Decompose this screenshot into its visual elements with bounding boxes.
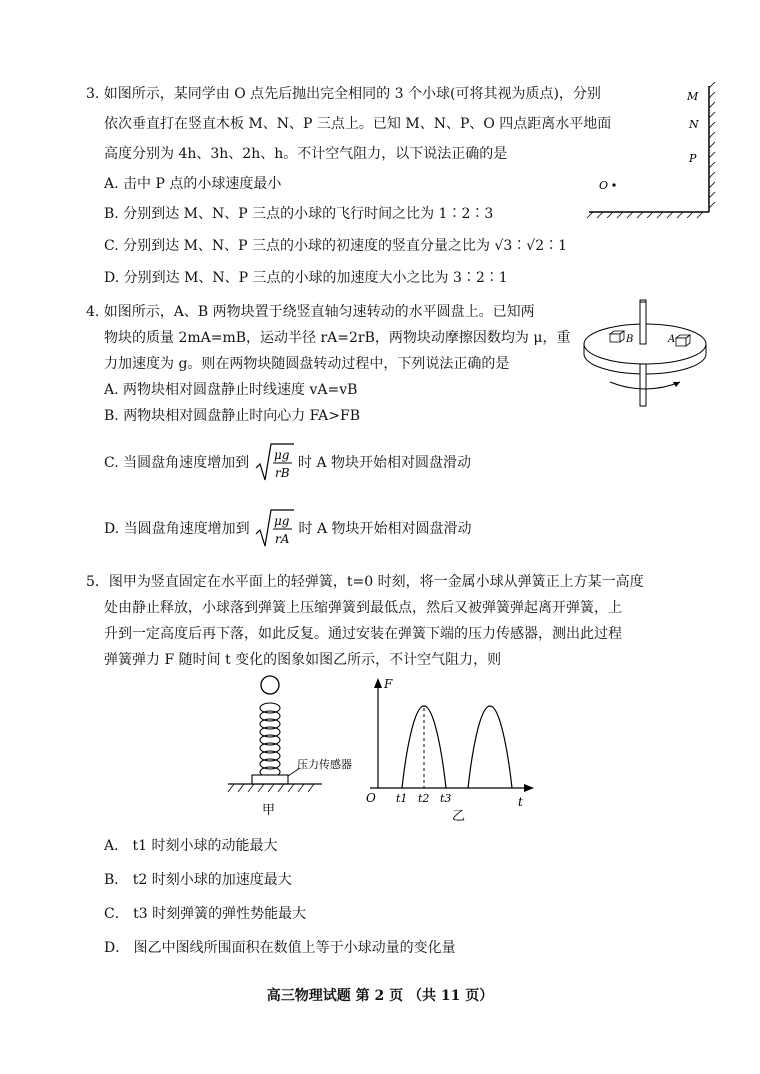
q4-option-c: [104, 442, 471, 486]
q5-option-d: D． 图乙中图线所围面积在数值上等于小球动量的变化量: [104, 940, 456, 956]
t2-label: t2: [418, 792, 430, 805]
spring-figure-jia: [222, 672, 362, 822]
page-footer: 高三物理试题 第 2 页 （共 11 页）: [266, 988, 494, 1004]
q5-line-4: 弹簧弹力 F 随时间 t 变化的图象如图乙所示，不计空气阻力，则: [104, 652, 502, 668]
f-axis-label: F: [384, 677, 393, 691]
q4-line-1: 4. 如图所示，A、B 两物块置于绕竖直轴匀速转动的水平圆盘上。已知两: [86, 304, 535, 320]
q5-option-c: C． t3 时刻弹簧的弹性势能最大: [104, 906, 307, 922]
block-a-label: A: [668, 334, 676, 345]
fraction-numerator: μg: [273, 448, 290, 462]
q5-option-a: A． t1 时刻小球的动能最大: [104, 838, 278, 854]
t-axis-label: t: [518, 795, 523, 809]
figure-yi-label: 乙: [452, 809, 466, 824]
q4-option-d-suffix: 时 A 物块开始相对圆盘滑动: [298, 521, 472, 537]
point-n-label: N: [689, 118, 699, 131]
q3-line-2: 依次垂直打在竖直木板 M、N、P 三点上。已知 M、N、P、O 四点距离水平地面: [104, 116, 612, 132]
t1-label: t1: [396, 792, 408, 805]
t3-label: t3: [440, 792, 452, 805]
f-axis-arrow: [374, 678, 382, 688]
point-m-label: M: [687, 90, 699, 103]
q5-line-1: 5．图甲为竖直固定在水平面上的轻弹簧，t=0 时刻，将一金属小球从弹簧正上方某一高度: [86, 574, 644, 590]
q5-option-b: B． t2 时刻小球的加速度最大: [104, 872, 292, 888]
q3-option-a: A. 击中 P 点的小球速度最小: [104, 176, 282, 192]
q4-option-d-prefix: D. 当圆盘角速度增加到: [104, 521, 250, 537]
block-a: [676, 335, 690, 346]
q3-option-d: D. 分别到达 M、N、P 三点的小球的加速度大小之比为 3∶2∶1: [104, 270, 508, 286]
q4-option-b: B. 两物块相对圆盘静止时向心力 FA>FB: [104, 408, 360, 424]
origin-label: O: [366, 791, 376, 805]
q4-line-3: 力加速度为 g。则在两物块随圆盘转动过程中，下列说法正确的是: [104, 356, 510, 372]
q4-option-c-prefix: C. 当圆盘角速度增加到: [104, 455, 250, 471]
q4-option-d: [104, 508, 472, 552]
q4-disk-figure: [580, 296, 710, 411]
q4-option-a: A. 两物块相对圆盘静止时线速度 vA=vB: [104, 382, 358, 398]
point-o-dot: [612, 183, 615, 186]
q4-line-2: 物块的质量 2mA=mB，运动半径 rA=2rB，两物块动摩擦因数均为 μ，重: [104, 330, 571, 346]
point-p-label: P: [689, 152, 697, 165]
t-axis-arrow: [524, 784, 534, 792]
sensor-label: 压力传感器: [297, 758, 352, 771]
q5-line-2: 处由静止释放，小球落到弹簧上压缩弹簧到最低点，然后又被弹簧弹起离开弹簧，上: [104, 600, 622, 616]
q3-line-1: 3. 如图所示，某同学由 O 点先后抛出完全相同的 3 个小球(可将其视为质点)，分别: [86, 86, 601, 102]
fraction-numerator: μg: [274, 514, 290, 528]
block-b-label: B: [626, 334, 634, 345]
fraction-denominator: rB: [274, 466, 290, 480]
metal-ball: [261, 676, 279, 694]
force-curve-pulse-2: [468, 706, 512, 788]
q3-wall-figure: [585, 82, 715, 222]
point-o-label: O: [599, 179, 609, 192]
q3-option-b: B. 分别到达 M、N、P 三点的小球的飞行时间之比为 1∶2∶3: [104, 206, 494, 222]
pressure-sensor: [252, 775, 288, 784]
q4-option-c-suffix: 时 A 物块开始相对圆盘滑动: [298, 455, 472, 471]
spring-coils: [260, 703, 280, 777]
q3-line-3: 高度分别为 4h、3h、2h、h。不计空气阻力，以下说法正确的是: [104, 146, 508, 162]
sqrt-mu-g-over-rb: [254, 442, 294, 484]
figure-jia-label: 甲: [262, 803, 276, 818]
q5-line-3: 升到一定高度后再下落，如此反复。通过安装在弹簧下端的压力传感器，测出此过程: [104, 626, 622, 642]
ground-hatch: [228, 784, 314, 792]
fraction-denominator: rA: [275, 532, 290, 546]
sqrt-mu-g-over-ra: [254, 508, 294, 550]
q3-option-c: C. 分别到达 M、N、P 三点的小球的初速度的竖直分量之比为 √3∶√2∶1: [104, 238, 568, 254]
force-time-graph-yi: [362, 672, 537, 824]
block-b: [610, 331, 624, 342]
